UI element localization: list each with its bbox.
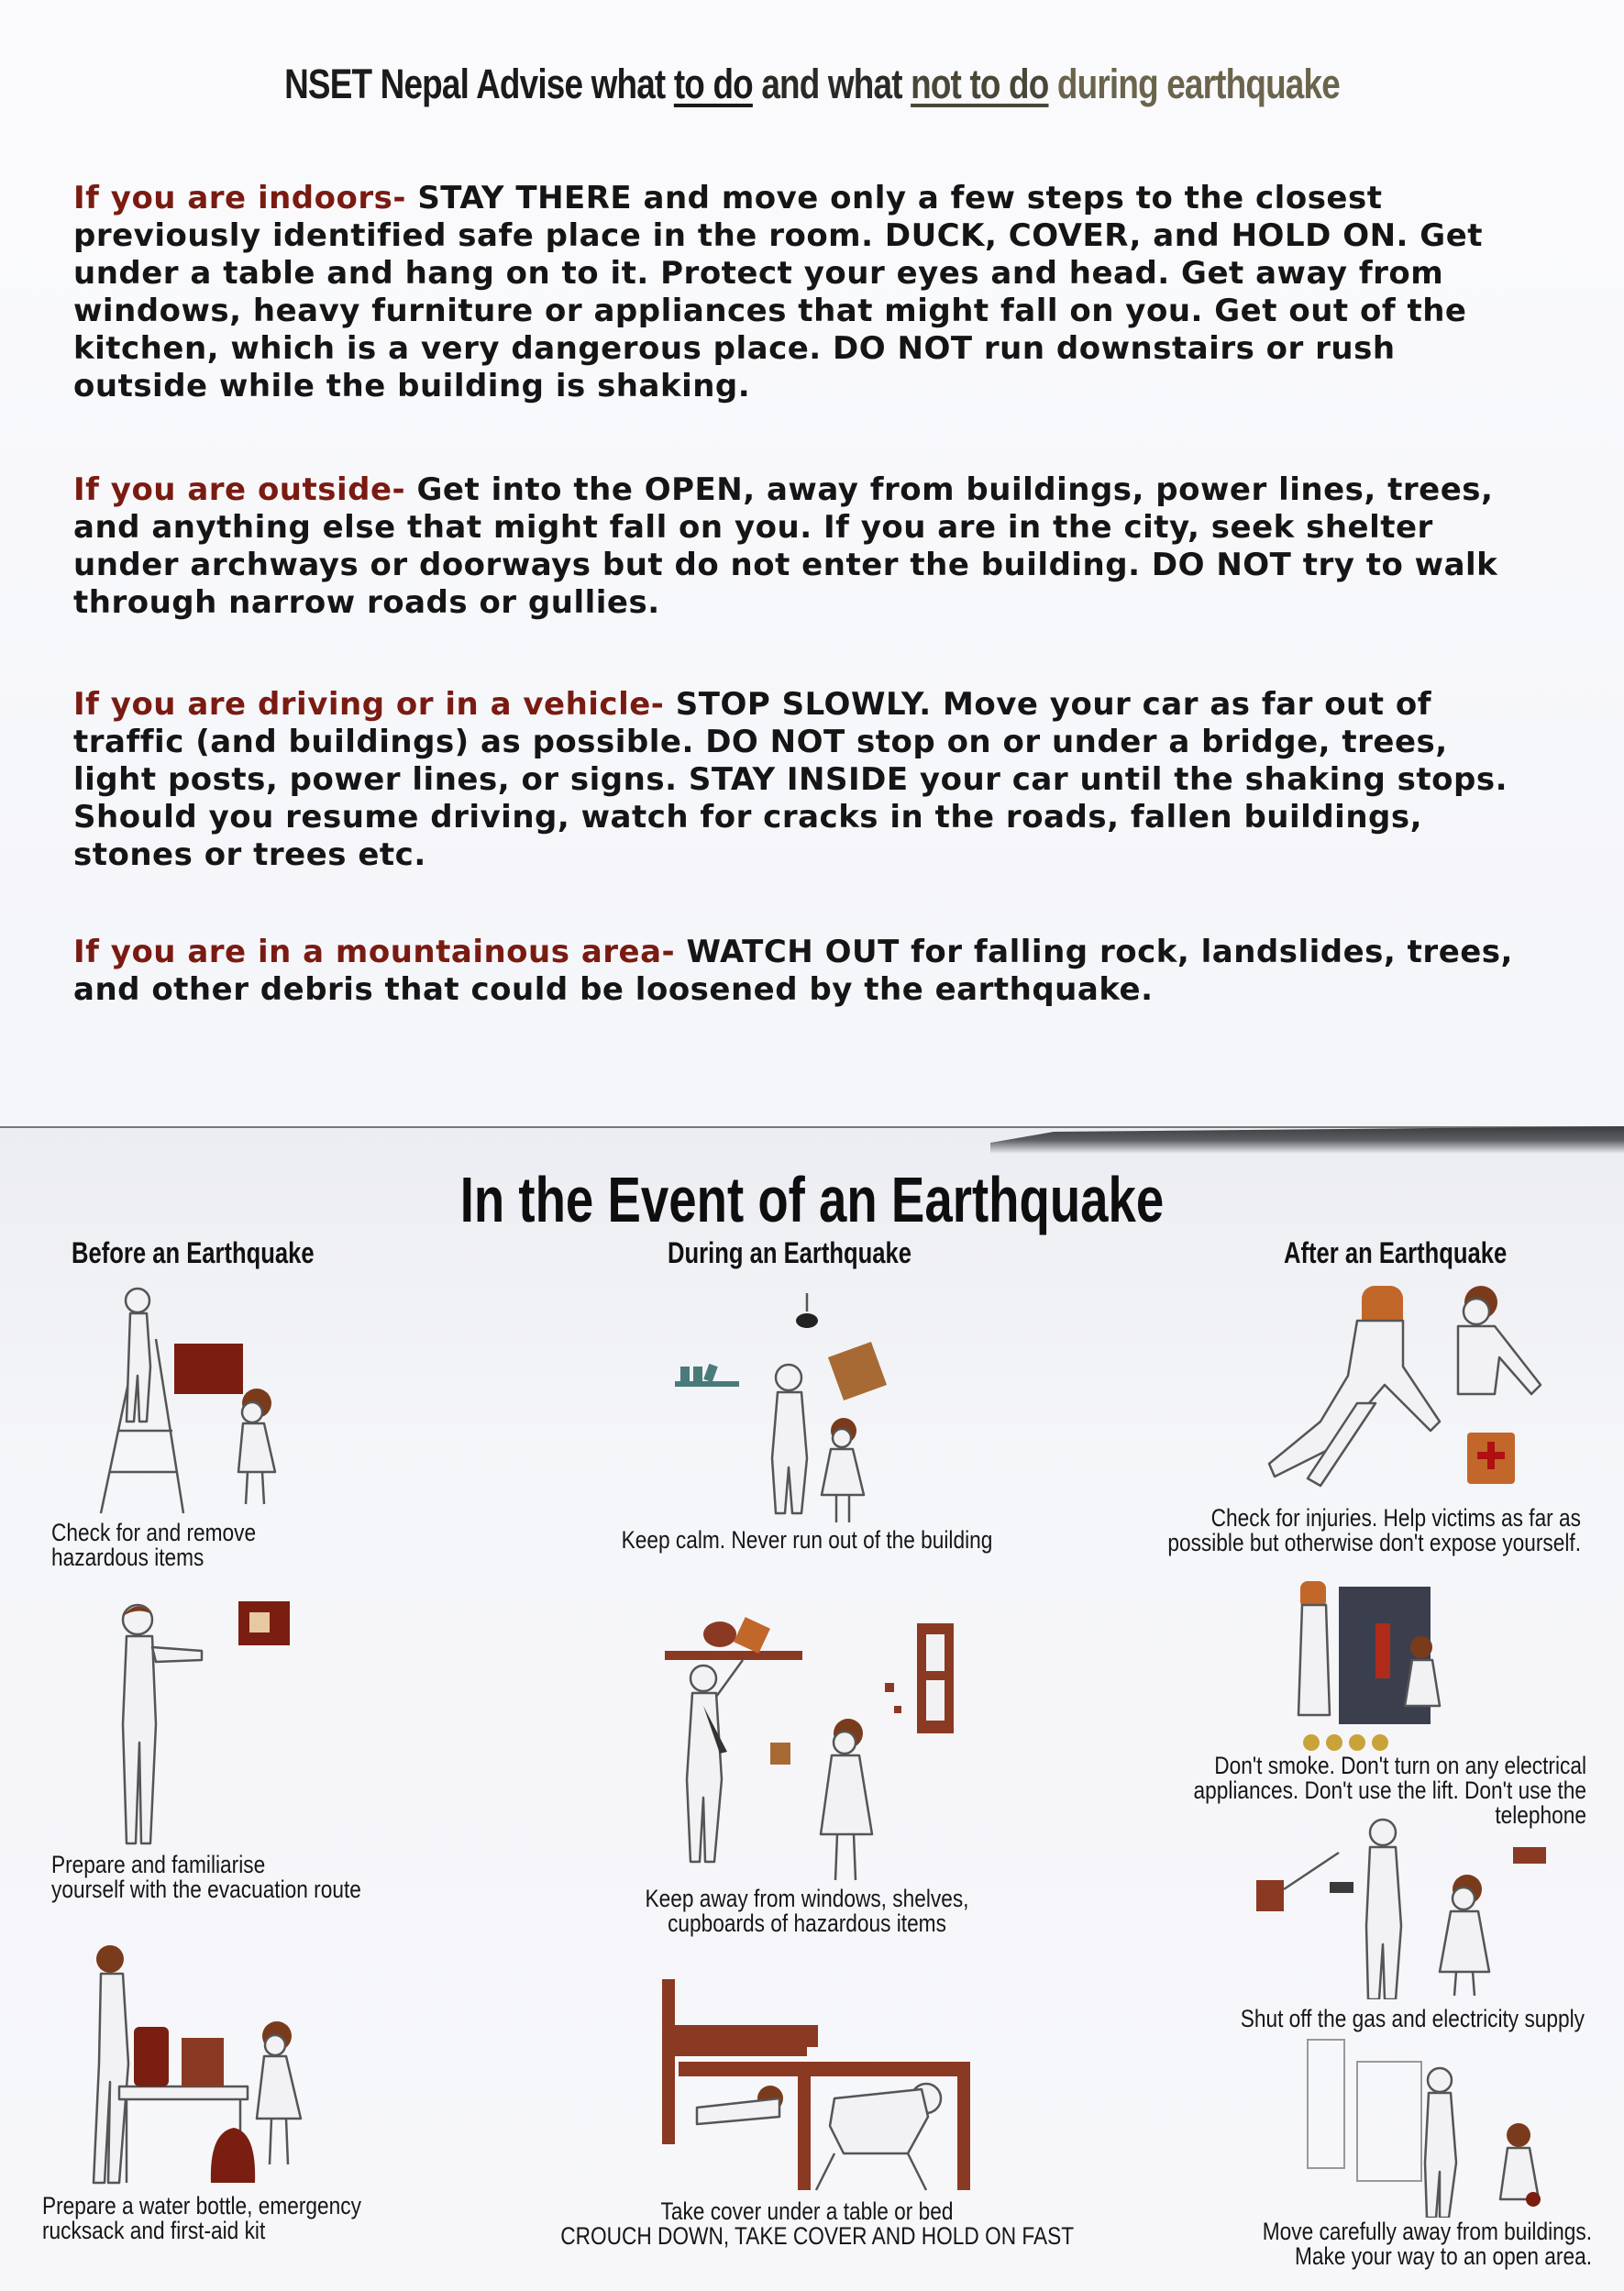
keep-calm-illustration-icon bbox=[669, 1293, 945, 1532]
caption-check-injuries: Check for injuries. Help victims as far as possible but otherwise don't expose yourself. bbox=[1167, 1504, 1581, 1556]
caption-evacuation-route: Prepare and familiarise yourself with the evacuation route bbox=[51, 1851, 361, 1903]
title-part-underlined: not to do bbox=[911, 61, 1049, 107]
caption-take-cover: Take cover under a table or bed CROUCH DOWN, TAKE COVER AND HOLD ON FAST bbox=[560, 2197, 1075, 2250]
move-to-open-area-illustration-icon bbox=[1302, 2034, 1577, 2218]
advice-lead: If you are outside- bbox=[73, 471, 406, 508]
caption-keep-away: Keep away from windows, shelves, cupboards of hazardous items bbox=[645, 1885, 969, 1937]
advice-sheet bbox=[0, 0, 1624, 1126]
advice-outside bbox=[73, 471, 1541, 622]
column-heading-before: Before an Earthquake bbox=[72, 1236, 315, 1269]
caption-shut-off-supply: Shut off the gas and electricity supply bbox=[1240, 2005, 1585, 2032]
evacuation-route-illustration-icon bbox=[101, 1596, 321, 1853]
no-electrical-illustration-icon bbox=[1284, 1577, 1522, 1752]
caption-move-to-open-area: Move carefully away from buildings. Make your way to an open area. bbox=[1262, 2218, 1592, 2270]
advice-body: STOP SLOWLY. Move your car as far out of traffic (and buildings) as possible. DO NOT stop on or under a bridge, trees, light posts, power lines, or signs. STAY INSIDE your car until the shaking stops. Should you resume driving, watch for cracks in the roads, fallen buildings, stones or trees etc. bbox=[73, 686, 1508, 873]
title-part-underlined: to do bbox=[673, 61, 753, 107]
take-cover-illustration-icon bbox=[660, 1970, 972, 2199]
keep-away-windows-illustration-icon bbox=[656, 1614, 967, 1889]
advice-lead: If you are driving or in a vehicle- bbox=[73, 686, 665, 723]
caption-keep-calm: Keep calm. Never run out of the building bbox=[621, 1526, 993, 1554]
emergency-kit-illustration-icon bbox=[73, 1935, 348, 2192]
ladder-illustration-icon bbox=[83, 1284, 321, 1522]
caption-emergency-kit: Prepare a water bottle, emergency rucksack and first-aid kit bbox=[42, 2192, 361, 2244]
advice-lead: If you are in a mountainous area- bbox=[73, 934, 676, 970]
caption-no-electrical: Don't smoke. Don't turn on any electrical appliances. Don't use the lift. Don't use the telephone bbox=[1193, 1752, 1586, 1829]
advice-title bbox=[146, 61, 1477, 108]
advice-body: STAY THERE and move only a few steps to the closest previously identified safe place in the room. DUCK, COVER, and HOLD ON. Get under a table and hang on to it. Protect your eyes and head. Get away from windows, heavy furniture or appliances that might fall on you. Get out of the kitchen, which is a very dangerous place. DO NOT run downstairs or rush outside while the building is shaking. bbox=[73, 180, 1484, 404]
title-part: and what bbox=[752, 61, 911, 107]
title-part: during earthquake bbox=[1048, 61, 1340, 107]
advice-body: Get into the OPEN, away from buildings, power lines, trees, and anything else that might fall on you. If you are in the city, seek shelter under archways or doorways but do not enter the building. DO NOT try to walk through narrow roads or gullies. bbox=[73, 471, 1498, 621]
advice-indoors bbox=[73, 180, 1541, 405]
caption-hazardous-items: Check for and remove hazardous items bbox=[51, 1519, 257, 1571]
column-heading-during: During an Earthquake bbox=[668, 1236, 911, 1269]
poster-title: In the Event of an Earthquake bbox=[459, 1164, 1165, 1235]
check-injuries-illustration-icon bbox=[1265, 1284, 1559, 1513]
advice-lead: If you are indoors- bbox=[73, 180, 406, 216]
title-part: NSET Nepal Advise what bbox=[284, 61, 674, 107]
column-heading-after: After an Earthquake bbox=[1284, 1236, 1508, 1269]
advice-body: WATCH OUT for falling rock, landslides, trees, and other debris that could be loosened by the earthquake. bbox=[73, 934, 1513, 1008]
shut-off-supply-illustration-icon bbox=[1247, 1816, 1559, 1999]
advice-mountain bbox=[73, 934, 1541, 1009]
advice-driving bbox=[73, 686, 1541, 874]
